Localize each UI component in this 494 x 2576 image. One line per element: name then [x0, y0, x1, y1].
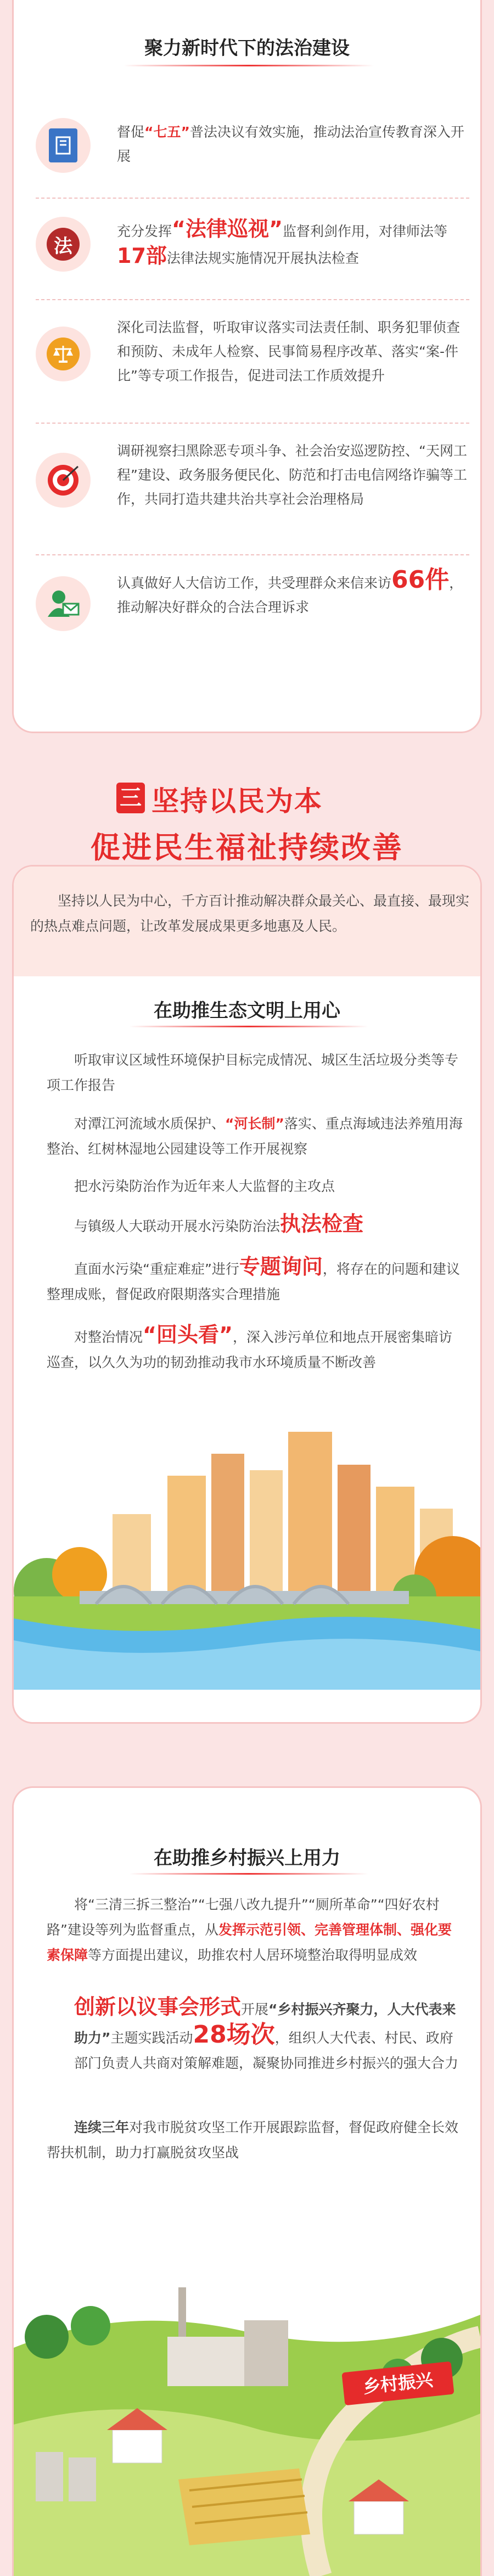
- law-item-3: [36, 316, 469, 403]
- law-item-3-text: 深化司法监督，听取审议落实司法责任制、职务犯罪侦查和预防、未成年人检察、民事简易程序改革、落实“案-件比”等专项工作报告，促进司法工作质效提升: [117, 319, 461, 384]
- law-item-4: [36, 439, 469, 532]
- scales-icon: [36, 327, 91, 381]
- law-item-5: [36, 568, 469, 634]
- section2-heading: [0, 779, 494, 873]
- divider: [36, 299, 469, 300]
- divider: [36, 423, 469, 424]
- title-underline: [124, 65, 374, 66]
- sub2-title: 在助推乡村振兴上用力: [154, 1847, 340, 1869]
- letter-icon: [36, 576, 91, 631]
- section1-title: 聚力新时代下的法治建设: [144, 37, 350, 59]
- law-item-2: [36, 217, 469, 277]
- section-number-badge: 三: [116, 783, 145, 813]
- rural-p2: 创新以议事会形式开展“乡村振兴齐聚力，人大代表来助力”主题实践活动28场次，组织人大代表、村民、政府部门负责人共商对策解难题，凝聚协同推进乡村振兴的强大合力: [74, 1995, 459, 2071]
- target-icon: [36, 453, 91, 508]
- title-underline: [129, 1873, 368, 1875]
- law-book-icon: [36, 118, 91, 173]
- rural-card: [12, 1786, 482, 2576]
- law-card: [12, 0, 482, 733]
- section2-heading-line1: 坚持以民为本: [151, 785, 323, 817]
- title-underline: [129, 1026, 368, 1027]
- intro-paragraph: 坚持以人民为中心，千方百计推动解决群众最关心、最直接、最现实的热点难点问题，让改革发展成果更多地惠及人民。: [30, 893, 470, 934]
- rural-p1: 将“三清三拆三整治”“七强八改九提升”“厕所革命”“四好农村路”建设等列为监督重点，从发挥示范引领、完善管理体制、强化要素保障等方面提出建议，助推农村人居环境整治取得明显成效: [47, 1897, 452, 1963]
- rural-revitalization-sign: 乡村振兴: [341, 2361, 454, 2406]
- eco-p5: 直面水污染“重症难症”进行专题询问，将存在的问题和建议整理成账，督促政府限期落实合理措施: [47, 1255, 460, 1302]
- eco-p2: 对潭江河流域水质保护、“河长制”落实、重点海域违法养殖用海整治、红树林湿地公园建设等工作开展视察: [47, 1116, 463, 1157]
- eco-p1: 听取审议区域性环境保护目标完成情况、城区生活垃圾分类等专项工作报告: [47, 1052, 459, 1093]
- law-item-4-text: 调研视察扫黑除恶专项斗争、社会治安巡逻防控、“天网工程”建设、政务服务便民化、防范和打击电信网络诈骗等工作，共同打造共建共治共享社会治理格局: [117, 443, 467, 507]
- rural-p3: 连续三年对我市脱贫攻坚工作开展跟踪监督，督促政府健全长效帮扶机制，助力打赢脱贫攻坚战: [47, 2119, 459, 2161]
- law-item-5-text: 认真做好人大信访工作，共受理群众来信来访66件，推动解决好群众的合法合理诉求: [117, 566, 463, 615]
- inspection-icon: 法: [36, 217, 91, 272]
- eco-p6: 对整治情况“回头看”，深入涉污单位和地点开展密集暗访巡查，以久久为功的韧劲推动我市水环境质量不断改善: [47, 1323, 452, 1370]
- divider: [36, 198, 469, 199]
- law-item-1: [36, 118, 469, 178]
- divider: [36, 554, 469, 555]
- section2-heading-line2: 促进民生福祉持续改善: [91, 830, 403, 865]
- law-item-1-text: 督促“七五”普法决议有效实施，推动法治宣传教育深入开展: [117, 124, 464, 164]
- sub1-title: 在助推生态文明上用心: [154, 1000, 340, 1022]
- eco-p4: 与镇级人大联动开展水污染防治法执法检查: [74, 1212, 364, 1236]
- ecology-card: [12, 865, 482, 1724]
- river-city-illustration: [14, 1432, 480, 1690]
- eco-p3: 把水污染防治作为近年来人大监督的主攻点: [74, 1178, 335, 1194]
- law-item-2-text: 充分发挥“法律巡视”监督利剑作用，对律师法等17部法律法规实施情况开展执法检查: [117, 217, 447, 268]
